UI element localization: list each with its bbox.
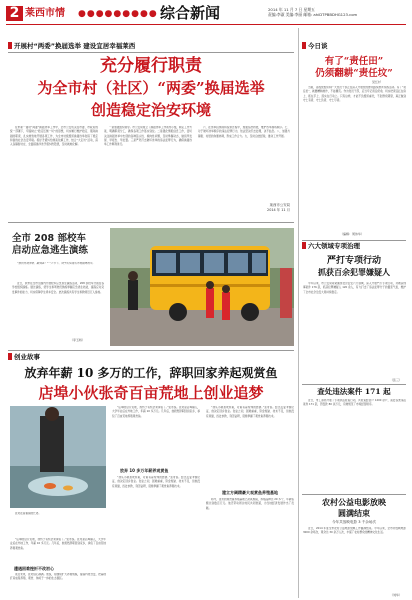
startup-photo-caption-text: 张奇在查看鱼的长势。 xyxy=(15,512,41,515)
today-author: 吴红杉 xyxy=(372,80,382,84)
today-sign: （编辑：周伟华） xyxy=(340,232,365,236)
farm-article xyxy=(303,527,406,593)
section-marker-icon xyxy=(302,42,306,49)
main-article-text: 一是加强组织领导。市公安局成立了换届选举工作领导小组，制定工作方案，明确职责分工，确保各项工作落实到位。二是强化情报信息工作，密切关注换届选举中出现的各种苗头性、倾向性问题，及时掌握动态，做到早发现、早报告、早处置。三是严厉打击破坏选举的违法犯罪行为，确保换届选举工作顺利进行。 xyxy=(104,126,192,147)
byline-date: 2014 年 11 月 xyxy=(267,208,290,212)
startup-title-line2: 店埠小伙张奇百亩荒地上创业追梦 xyxy=(38,384,264,402)
top-section-text: 开展村“两委”换届选举 建设宜居幸福莱西 xyxy=(14,42,136,50)
main-title-line1: 充分履行职责 xyxy=(100,56,202,76)
school-bus-article xyxy=(12,282,104,338)
crime-text: 今年以来，市公安局紧紧围绕社会治安六大领域，深入开展严打专项行动，共破获刑事案件 176 起，抓获犯罪嫌疑人 120 余人，有力打击了违法犯罪分子的嚣张气焰，维护了全市社会治安大局持续稳定。 xyxy=(303,282,406,294)
today-section-text: 今日谈 xyxy=(308,42,328,50)
page-number: 2 xyxy=(6,6,23,21)
crime-title-line1: 严打专项行动 xyxy=(326,256,381,266)
illegal-text: 近日，市工商局开展了专项执法检查行动，共检查经营户 1200 余户，查处各类违法案件 171 起，罚没款 80 余万元，有效规范了市场经营秩序。 xyxy=(303,399,406,407)
startup-col3-bottom xyxy=(206,498,294,596)
section-name: 莱西市情 xyxy=(25,8,65,19)
school-bus-title xyxy=(12,233,104,257)
startup-text: 如今，张奇的观赏鱼养殖基地已初具规模，养殖品种达 20 多个，年销售额达到数百万元。他还带动周边村民共同致富，为当地经济发展作出了贡献。 xyxy=(206,498,294,510)
startup-col1-end xyxy=(10,573,106,597)
startup-section-label xyxy=(8,353,40,362)
byline xyxy=(236,203,290,213)
header-date-line2: 责编:李淑 美编:李丽 邮箱: ahiDTPBBDHG123.com xyxy=(268,12,358,17)
today-title-line2: 仍须翻耕“责任坟” xyxy=(315,68,393,79)
farm-sign: （刘华） xyxy=(390,593,403,597)
startup-text: “我从小就喜欢养鱼，对鱼有着特殊的感情。”张奇说。经过反复考察论证，他决定回乡创业。创业之初，困难重重，资金短缺、技术不足，但他没有退缩，四处求教，刻苦钻研，逐渐掌握了观赏鱼养殖技术。 xyxy=(206,406,294,418)
today-text: 当前，各级党组织和广大党员干部正在深入开展党的群众路线教育实践活动。有了“责任田”，就要精耕细作，不能撂荒。作为党员干部，应当牢记责任使命，切实把责任扛在肩上、抓在手上、落实在行动上。只有这样，才能不负组织重托，不负群众期望，真正做到守土有责、守土负责、守土尽责。 xyxy=(303,86,406,102)
startup-text: 谈及未来，张奇信心满满。他说，将继续扩大养殖规模，提高科技含量，把基地打造成集养殖、观赏、休闲于一体的生态园区。 xyxy=(10,573,106,581)
startup-section-text: 创业故事 xyxy=(14,353,40,361)
farm-title-line1: 农村公益电影放映 xyxy=(322,497,386,507)
section-marker-icon xyxy=(302,242,306,249)
startup-text: “店埠的这片荒地，我终于有机会来承包了。”张奇说。张奇是店埠镇人，大学毕业后在外地工作，年薪 10 多万元。几年后，他毅然辞职回到家乡，承包了百亩荒地养殖观赏鱼。 xyxy=(112,406,200,418)
crime-section-text: 六大领域专项治理 xyxy=(308,242,360,250)
column-divider xyxy=(298,28,299,598)
main-article-col3 xyxy=(198,126,290,200)
startup-text: “我从小就喜欢养鱼，对鱼有着特殊的感情。”张奇说。经过反复考察论证，他决定回乡创业。创业之初，困难重重，资金短缺、技术不足，但他没有退缩，四处求教，刻苦钻研，逐渐掌握了观赏鱼养殖技术。 xyxy=(112,476,200,488)
main-article-text: 六、在选举投票前和投票过程中，加强巡逻防控，维护选举现场秩序。七、对于破坏选举秩序的违法犯罪行为，依法坚决打击处理，决不姑息。八、加强与镇街、村居的沟通协调，形成工作合力。九、及时总结经验，推动工作开展。 xyxy=(198,126,290,138)
crime-title-line2: 抓获百余犯罪嫌疑人 xyxy=(318,267,390,277)
section-marker-icon xyxy=(8,353,12,360)
startup-photo xyxy=(10,406,106,508)
farm-title-line2: 圆满结束 xyxy=(338,508,370,518)
section-marker-icon xyxy=(8,42,12,49)
main-title-line3: 创造稳定治安环境 xyxy=(90,101,211,119)
startup-subhead1: 放弃 10 多万年薪养观赏鱼 xyxy=(120,468,169,473)
divider xyxy=(302,384,406,385)
startup-col2-bottom xyxy=(112,476,200,596)
main-title-line2: 为全市村（社区）“两委”换届选举 xyxy=(37,79,265,97)
school-bus-photo-image xyxy=(110,228,294,346)
startup-subhead3: 遭遇困难挫折不改初心 xyxy=(14,566,54,571)
startup-subhead2: 建立方阔精豪大观赏鱼养殖基地 xyxy=(222,490,278,495)
main-article-col2 xyxy=(104,126,192,218)
today-section-label xyxy=(302,42,328,51)
crime-section-label xyxy=(302,242,360,251)
main-article-col1 xyxy=(10,126,98,218)
school-bus-photo xyxy=(110,228,294,346)
byline-org: 莱西市公安局 xyxy=(269,203,290,207)
divider xyxy=(8,222,294,223)
startup-col2-top xyxy=(112,406,200,464)
illegal-title: 查处违法案件 171 起 xyxy=(317,387,391,396)
school-bus-quote xyxy=(12,262,104,280)
startup-title-line1: 放弃年薪 10 多万的工作，辞职回家养起观赏鱼 xyxy=(24,366,278,380)
divider xyxy=(302,494,406,495)
farm-text: 近日，2014 年度全市农村公益电影放映工作圆满结束。今年以来，全市共放映电影 3000 余场次，观众达 30 余万人次，丰富了农村群众的精神文化生活。 xyxy=(303,527,406,535)
startup-col3-top xyxy=(206,406,294,486)
school-bus-text: 近日，我市在全市范围内开展校车应急逃生演练活动，208 部校车分别在各学校组织演练。通过演练，使学生和驾驶员熟练掌握应急逃生技能，提高应对突发事件的能力，切实保障学生乘车安全。此次演练共有学生和教师近万人参加。 xyxy=(12,282,104,294)
crime-sign: （张三） xyxy=(390,378,403,382)
header-date xyxy=(268,7,357,17)
school-bus-quote-text: “按照发现要领，跟我来！”一声令下，同学们快速有序地撤离校车。 xyxy=(17,262,95,265)
divider xyxy=(302,240,406,241)
header-decor: ●●●●●●●●● xyxy=(78,9,158,19)
school-bus-title-line2: 启动应急逃生演练 xyxy=(12,245,89,256)
header-date-line1: 2014 年 11 月 7 日 星期五 xyxy=(268,7,315,12)
divider xyxy=(8,350,294,351)
top-section-label xyxy=(8,42,278,51)
school-bus-title-line1: 全市 208 部校车 xyxy=(12,233,86,244)
today-title-line1: 有了“责任田” xyxy=(324,56,384,67)
school-bus-caption: （李玉娇） xyxy=(70,338,86,342)
startup-photo-image xyxy=(10,406,106,508)
crime-article xyxy=(303,282,406,376)
divider xyxy=(8,52,294,53)
page-title: 综合新闻 xyxy=(160,4,221,22)
today-article xyxy=(303,86,406,228)
main-article-text: 在市新一届村“两委”换届选举工作中，全市公安机关在市委、市政府的统一部署下，牢固树立“稳定压倒一切”的思想，切实履行维护稳定、服务换届的职责，扎实细致地开展各项工作，为全市村级组织换届选举创造了稳定和谐的社会治安环境。抓好矛盾纠纷排查化解工作，结合“大走访”活动，深入各镇街村庄，全面摸排涉选矛盾纠纷隐患，及时就地化解。 xyxy=(10,126,98,147)
farm-subtitle: 今年共放映电影 3 千余场次 xyxy=(331,520,377,524)
startup-col1-extra xyxy=(10,538,106,562)
startup-text: “店埠的这片荒地，我终于有机会来承包了。”张奇说。张奇是店埠镇人，大学毕业后在外地工作，年薪 10 多万元。几年后，他毅然辞职回到家乡，承包了百亩荒地养殖观赏鱼。 xyxy=(10,538,106,550)
illegal-article xyxy=(303,399,406,491)
header-rule xyxy=(6,24,406,25)
